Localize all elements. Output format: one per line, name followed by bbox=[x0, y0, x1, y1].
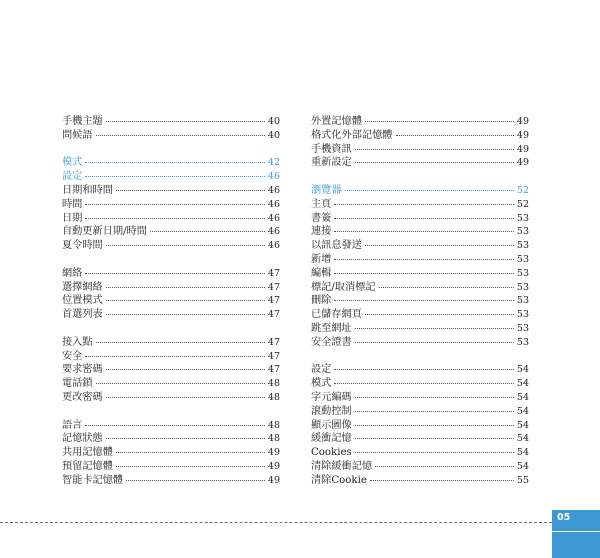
toc-entry[interactable] bbox=[62, 308, 280, 322]
toc-dot-leader bbox=[334, 273, 514, 274]
toc-dot-leader bbox=[334, 218, 514, 219]
toc-entry[interactable] bbox=[62, 198, 280, 212]
toc-section-heading[interactable] bbox=[311, 184, 529, 198]
toc-entry-page: 54 bbox=[516, 391, 529, 403]
toc-entry[interactable] bbox=[62, 294, 280, 308]
toc-entry-title: 設定 bbox=[311, 364, 332, 376]
page-number: 05 bbox=[557, 512, 571, 523]
toc-entry-page: 40 bbox=[267, 116, 280, 127]
toc-entry-page: 46 bbox=[267, 226, 280, 238]
toc-dot-leader bbox=[355, 452, 514, 453]
toc-entry-page: 48 bbox=[267, 419, 280, 431]
toc-entry[interactable] bbox=[62, 391, 280, 405]
toc-dot-leader bbox=[396, 135, 514, 136]
toc-entry[interactable] bbox=[62, 460, 280, 474]
toc-dot-leader bbox=[85, 425, 265, 426]
toc-dot-leader bbox=[106, 369, 265, 370]
toc-entry-title: 滾動控制 bbox=[311, 405, 352, 417]
toc-entry-title: 標記/取消標記 bbox=[311, 281, 376, 293]
toc-entry-page: 54 bbox=[516, 460, 529, 472]
toc-entry[interactable] bbox=[311, 363, 529, 377]
toc-entry-page: 46 bbox=[267, 171, 280, 183]
toc-spacer bbox=[62, 322, 280, 336]
toc-dot-leader bbox=[355, 162, 514, 163]
toc-entry-page: 47 bbox=[267, 281, 280, 293]
toc-entry-page: 48 bbox=[267, 378, 280, 390]
toc-entry-title: 設定 bbox=[62, 171, 83, 183]
toc-entry[interactable] bbox=[62, 129, 280, 143]
toc-entry-page: 47 bbox=[267, 336, 280, 348]
toc-entry-page: 40 bbox=[267, 129, 280, 141]
toc-dot-leader bbox=[106, 314, 265, 315]
toc-entry[interactable] bbox=[311, 391, 529, 405]
toc-entry-title: 緩衝記憶 bbox=[311, 433, 352, 445]
toc-entry[interactable] bbox=[311, 281, 529, 295]
toc-entry-title: 主頁 bbox=[311, 198, 332, 210]
toc-spacer bbox=[311, 170, 529, 184]
toc-dot-leader bbox=[106, 121, 265, 122]
toc-entry-page: 49 bbox=[267, 460, 280, 472]
toc-entry-title: 智能卡記憶體 bbox=[62, 474, 124, 486]
toc-dot-leader bbox=[355, 149, 514, 150]
toc-dot-leader bbox=[106, 287, 265, 288]
page-number-tab bbox=[552, 510, 600, 558]
toc-entry-title: 已儲存網頁 bbox=[311, 309, 362, 321]
toc-dot-leader bbox=[106, 397, 265, 398]
toc-entry[interactable] bbox=[62, 419, 280, 433]
toc-dot-leader bbox=[365, 121, 514, 122]
toc-dot-leader bbox=[334, 259, 514, 260]
toc-dot-leader bbox=[85, 204, 265, 205]
toc-entry-page: 47 bbox=[267, 364, 280, 376]
toc-entry-title: 編輯 bbox=[311, 267, 332, 279]
toc-entry-title: 安全 bbox=[62, 350, 83, 362]
toc-entry-page: 53 bbox=[516, 309, 529, 321]
toc-dot-leader bbox=[334, 231, 514, 232]
toc-entry-title: 安全證書 bbox=[311, 336, 352, 348]
toc-entry-page: 54 bbox=[516, 405, 529, 417]
toc-entry-title: 手機主題 bbox=[62, 116, 103, 127]
toc-entry-title: 要求密碼 bbox=[62, 364, 103, 376]
toc-entry-title: 新增 bbox=[311, 253, 332, 265]
toc-entry-page: 49 bbox=[267, 447, 280, 459]
toc-entry-title: 位置模式 bbox=[62, 295, 103, 307]
toc-entry-title: 日期和時間 bbox=[62, 184, 113, 196]
toc-entry[interactable] bbox=[62, 239, 280, 253]
toc-section-heading[interactable] bbox=[62, 170, 280, 184]
toc-entry-title: 首選列表 bbox=[62, 309, 103, 321]
toc-dot-leader bbox=[379, 287, 514, 288]
toc-entry[interactable] bbox=[62, 432, 280, 446]
toc-entry[interactable] bbox=[62, 474, 280, 488]
toc-dot-leader bbox=[96, 135, 265, 136]
toc-dot-leader bbox=[334, 383, 514, 384]
toc-entry-page: 55 bbox=[516, 474, 529, 486]
toc-entry-page: 53 bbox=[516, 267, 529, 279]
toc-dot-leader bbox=[96, 383, 265, 384]
toc-entry-page: 53 bbox=[516, 212, 529, 224]
toc-dot-leader bbox=[345, 190, 514, 191]
toc-entry[interactable] bbox=[311, 198, 529, 212]
toc-entry-title: 字元編碼 bbox=[311, 391, 352, 403]
toc-entry[interactable] bbox=[62, 267, 280, 281]
toc-entry[interactable] bbox=[62, 115, 280, 129]
toc-entry-title: 清除緩衝記憶 bbox=[311, 460, 373, 472]
toc-entry-page: 49 bbox=[516, 157, 529, 169]
toc-column-left bbox=[62, 115, 280, 488]
toc-dot-leader bbox=[106, 300, 265, 301]
toc-entry[interactable] bbox=[311, 212, 529, 226]
toc-entry[interactable] bbox=[62, 184, 280, 198]
toc-dot-leader bbox=[355, 397, 514, 398]
toc-entry[interactable] bbox=[62, 446, 280, 460]
toc-entry-title: 自動更新日期/時間 bbox=[62, 226, 147, 238]
toc-entry-title: 外置記憶體 bbox=[311, 116, 362, 127]
toc-entry[interactable] bbox=[311, 129, 529, 143]
toc-spacer bbox=[62, 143, 280, 157]
toc-entry-title: 跳至網址 bbox=[311, 322, 352, 334]
toc-entry[interactable] bbox=[62, 336, 280, 350]
toc-entry[interactable] bbox=[311, 143, 529, 157]
toc-entry-page: 53 bbox=[516, 322, 529, 334]
toc-entry[interactable] bbox=[311, 419, 529, 433]
toc-entry-title: 清除Cookie bbox=[311, 474, 367, 486]
toc-entry-page: 49 bbox=[516, 116, 529, 127]
toc-entry[interactable] bbox=[311, 156, 529, 170]
toc-entry-page: 53 bbox=[516, 240, 529, 252]
toc-dot-leader bbox=[334, 204, 514, 205]
toc-entry-title: 連接 bbox=[311, 226, 332, 238]
toc-entry-page: 47 bbox=[267, 350, 280, 362]
toc-entry-page: 42 bbox=[267, 157, 280, 169]
toc-entry-page: 49 bbox=[516, 143, 529, 155]
toc-dot-leader bbox=[334, 300, 514, 301]
toc-entry-title: 瀏覽器 bbox=[311, 184, 342, 196]
toc-entry[interactable] bbox=[311, 432, 529, 446]
toc-dot-leader bbox=[355, 425, 514, 426]
toc-entry-title: 重新設定 bbox=[311, 157, 352, 169]
toc-entry[interactable] bbox=[62, 350, 280, 364]
toc-entry-title: 刪除 bbox=[311, 295, 332, 307]
toc-entry[interactable] bbox=[311, 267, 529, 281]
toc-entry-title: 電話鎖 bbox=[62, 378, 93, 390]
toc-entry-page: 48 bbox=[267, 433, 280, 445]
toc-entry-page: 47 bbox=[267, 309, 280, 321]
toc-entry-page: 54 bbox=[516, 364, 529, 376]
toc-entry-page: 52 bbox=[516, 198, 529, 210]
toc-dot-leader bbox=[150, 231, 265, 232]
toc-dot-leader bbox=[85, 162, 265, 163]
toc-entry-title: 預留記憶體 bbox=[62, 460, 113, 472]
toc-column-right bbox=[311, 115, 529, 488]
toc-entry[interactable] bbox=[311, 239, 529, 253]
toc-dot-leader bbox=[85, 218, 265, 219]
toc-entry-page: 53 bbox=[516, 336, 529, 348]
toc-entry[interactable] bbox=[311, 377, 529, 391]
toc-dot-leader bbox=[334, 369, 514, 370]
toc-entry-page: 53 bbox=[516, 295, 529, 307]
toc-dot-leader bbox=[116, 466, 265, 467]
toc-entry-page: 53 bbox=[516, 226, 529, 238]
toc-dot-leader bbox=[85, 356, 265, 357]
toc-entry-page: 46 bbox=[267, 212, 280, 224]
toc-dot-leader bbox=[355, 411, 514, 412]
toc-entry-title: 更改密碼 bbox=[62, 391, 103, 403]
toc-entry[interactable] bbox=[311, 225, 529, 239]
toc-entry[interactable] bbox=[311, 322, 529, 336]
toc-dot-leader bbox=[375, 466, 514, 467]
toc-spacer bbox=[62, 253, 280, 267]
toc-entry[interactable] bbox=[62, 281, 280, 295]
page-tab-divider bbox=[552, 531, 600, 532]
toc-entry-page: 49 bbox=[267, 474, 280, 486]
toc-entry-page: 47 bbox=[267, 267, 280, 279]
toc-entry-page: 53 bbox=[516, 253, 529, 265]
toc-spacer bbox=[62, 405, 280, 419]
toc-entry[interactable] bbox=[62, 363, 280, 377]
toc-entry-title: 網絡 bbox=[62, 267, 83, 279]
toc-entry[interactable] bbox=[62, 212, 280, 226]
toc-dot-leader bbox=[116, 452, 265, 453]
toc-entry-title: Cookies bbox=[311, 447, 352, 459]
toc-entry[interactable] bbox=[311, 115, 529, 129]
toc-entry[interactable] bbox=[311, 253, 529, 267]
toc-dot-leader bbox=[370, 480, 514, 481]
toc-entry-title: 記憶狀態 bbox=[62, 433, 103, 445]
toc-entry-page: 48 bbox=[267, 391, 280, 403]
toc-entry-page: 46 bbox=[267, 198, 280, 210]
footer-divider bbox=[0, 522, 552, 523]
toc-entry[interactable] bbox=[311, 474, 529, 488]
toc-entry-title: 模式 bbox=[311, 378, 332, 390]
toc-entry-title: 共用記憶體 bbox=[62, 447, 113, 459]
toc-dot-leader bbox=[365, 314, 514, 315]
toc-entry[interactable] bbox=[62, 225, 280, 239]
toc-entry-title: 格式化外部記憶體 bbox=[311, 129, 393, 141]
toc-entry-page: 53 bbox=[516, 281, 529, 293]
toc-entry[interactable] bbox=[311, 405, 529, 419]
toc-dot-leader bbox=[96, 342, 265, 343]
toc-entry[interactable] bbox=[311, 460, 529, 474]
toc-entry-page: 46 bbox=[267, 184, 280, 196]
toc-entry[interactable] bbox=[311, 308, 529, 322]
toc-spacer bbox=[311, 350, 529, 364]
toc-dot-leader bbox=[126, 480, 265, 481]
toc-dot-leader bbox=[106, 438, 265, 439]
toc-dot-leader bbox=[85, 176, 265, 177]
toc-section-heading[interactable] bbox=[62, 156, 280, 170]
toc-entry-title: 夏令時間 bbox=[62, 240, 103, 252]
toc-entry-title: 接入點 bbox=[62, 336, 93, 348]
toc-entry-title: 選擇網絡 bbox=[62, 281, 103, 293]
toc-entry[interactable] bbox=[311, 336, 529, 350]
toc-dot-leader bbox=[85, 273, 265, 274]
toc-entry[interactable] bbox=[62, 377, 280, 391]
toc-dot-leader bbox=[355, 328, 514, 329]
toc-entry-title: 手機資訊 bbox=[311, 143, 352, 155]
toc-entry-page: 46 bbox=[267, 240, 280, 252]
toc-entry-page: 49 bbox=[516, 129, 529, 141]
toc-entry-title: 語言 bbox=[62, 419, 83, 431]
toc-entry-page: 54 bbox=[516, 419, 529, 431]
toc-entry-page: 54 bbox=[516, 378, 529, 390]
toc-dot-leader bbox=[106, 245, 265, 246]
toc-dot-leader bbox=[116, 190, 265, 191]
toc-entry-title: 日期 bbox=[62, 212, 83, 224]
toc-entry[interactable] bbox=[311, 294, 529, 308]
toc-entry-title: 模式 bbox=[62, 157, 83, 169]
toc-entry-title: 書簽 bbox=[311, 212, 332, 224]
toc-entry-page: 54 bbox=[516, 433, 529, 445]
toc-dot-leader bbox=[365, 245, 514, 246]
toc-entry-title: 以訊息發送 bbox=[311, 240, 362, 252]
toc-entry-page: 54 bbox=[516, 447, 529, 459]
toc-dot-leader bbox=[355, 342, 514, 343]
toc-entry-title: 時間 bbox=[62, 198, 83, 210]
toc-entry[interactable] bbox=[311, 446, 529, 460]
toc-dot-leader bbox=[355, 438, 514, 439]
toc-entry-page: 52 bbox=[516, 184, 529, 196]
toc-entry-title: 問候語 bbox=[62, 129, 93, 141]
toc-entry-page: 47 bbox=[267, 295, 280, 307]
toc-entry-title: 顯示圖像 bbox=[311, 419, 352, 431]
